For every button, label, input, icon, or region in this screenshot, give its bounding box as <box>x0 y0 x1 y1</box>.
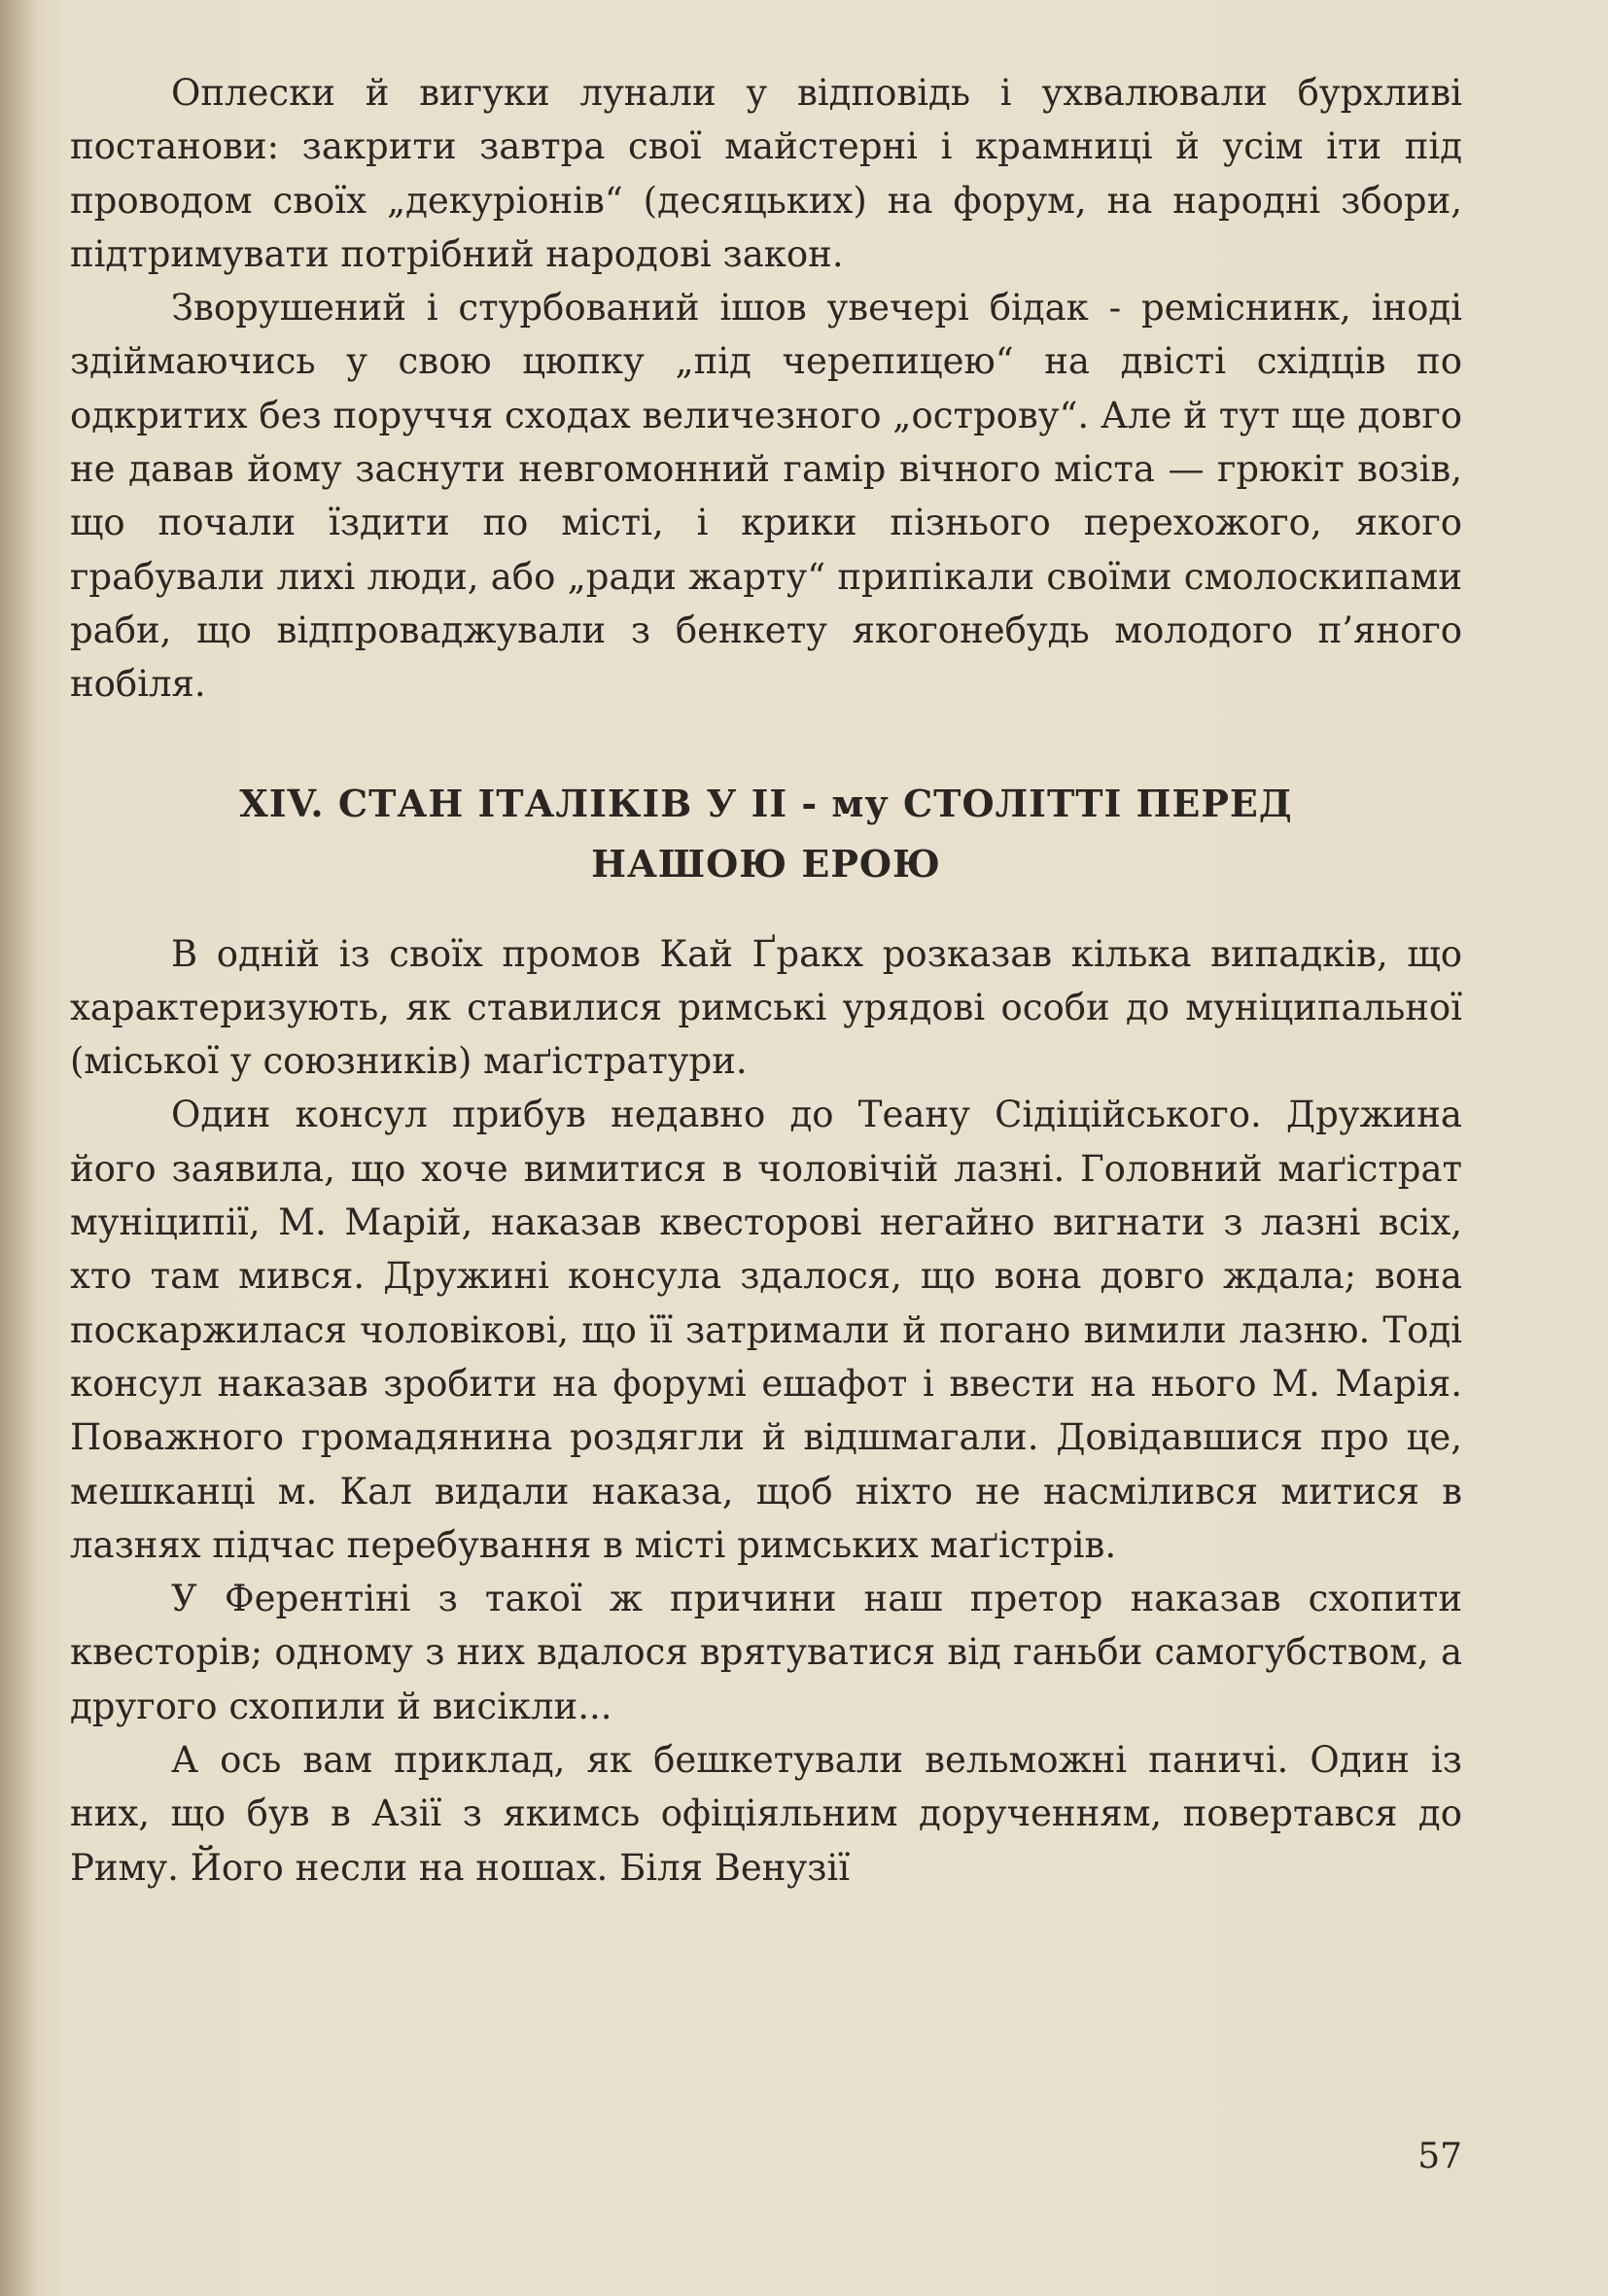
chapter-heading-line-1: XIV. СТАН ІТАЛІКІВ У ІІ - му СТОЛІТТІ ПЕРЕД <box>239 781 1293 825</box>
paragraph: Зворушений і стурбований ішов увечері бідак - реміснинк, іноді здіймаючись у свою цюпку „під черепицею“ на двісті східців по одкритих без поруччя сходах величезного „острову“. Але й тут ще довго не давав йому заснути невгомонний гамір вічного міста — грюкіт возів, що почали їздити по місті, і крики пізнього перехожого, якого грабували лихі люди, або „ради жарту“ припікали своїми смолоскипами раби, що відпроваджували з бенкету якогонебудь молодого п’яного нобіля. <box>70 287 1462 706</box>
paragraph: А ось вам приклад, як бешкетували вельможні паничі. Один із них, що був в Азії з якимсь офіціяльним дорученням, повертався до Риму. Його несли на ношах. Біля Венузії <box>70 1739 1462 1889</box>
chapter-heading-line-2: НАШОЮ ЕРОЮ <box>591 841 941 886</box>
page-body <box>70 66 1462 1895</box>
chapter-heading <box>70 774 1462 894</box>
spine-shadow <box>0 0 39 2296</box>
paragraph: Оплески й вигуки лунали у відповідь і ухвалювали бурхливі постанови: закрити завтра свої майстерні і крамниці й усім іти під проводом своїх „декуріонів“ (десяцьких) на форум, на народні збори, підтримувати потрібний народові закон. <box>70 72 1462 275</box>
paragraph: Один консул прибув недавно до Теану Сідіційського. Дружина його заявила, що хоче вимитися в чоловічій лазні. Головний маґістрат муніципії, М. Марій, наказав квесторові негайно вигнати з лазні всіх, хто там мився. Дружині консула здалося, що вона довго ждала; вона поскаржилася чоловікові, що її затримали й погано вимили лазню. Тоді консул наказав зробити на форумі ешафот і ввести на нього М. Марія. Поважного громадянина роздягли й відшмагали. Довідавшися про це, мешканці м. Кал видали наказа, щоб ніхто не насмілився митися в лазнях підчас перебування в місті римських маґістрів. <box>70 1094 1462 1566</box>
paragraph: В одній із своїх промов Кай Ґракх розказав кілька випадків, що характеризують, як ставилися римські урядові особи до муніципальної (міської у союзників) маґістратури. <box>70 932 1462 1083</box>
paragraph: У Ферентіні з такої ж причини наш претор наказав схопити квесторів; одному з них вдалося врятуватися від ганьби самогубством, а другого схопили й висікли... <box>70 1578 1462 1727</box>
page-number: 57 <box>1417 2137 1462 2176</box>
